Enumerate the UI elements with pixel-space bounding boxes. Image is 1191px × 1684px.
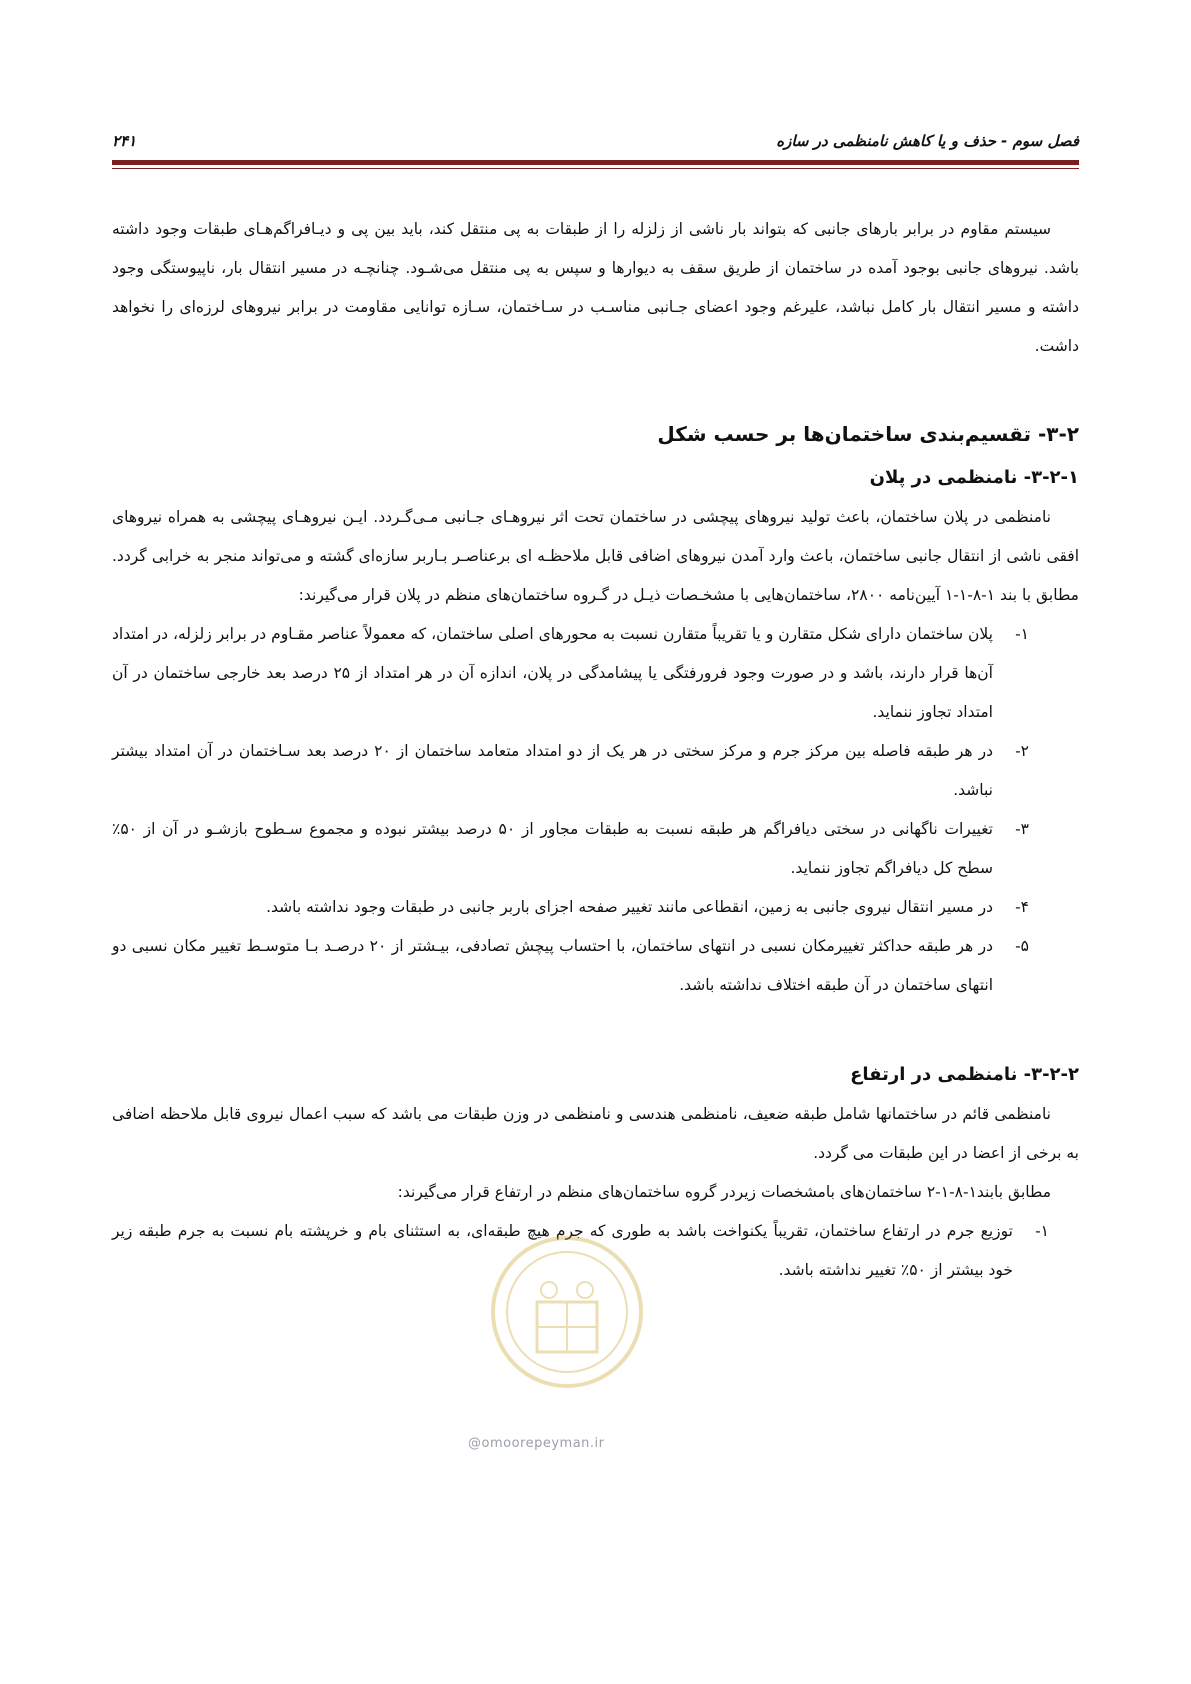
list-item	[112, 615, 1059, 732]
chapter-title: فصل سوم - حذف و یا کاهش نامنظمی در سازه	[776, 132, 1079, 150]
list-item-number: ۴-	[1015, 898, 1029, 916]
list-item-text: پلان ساختمان دارای شکل متقارن و یا تقریباً متقارن نسبت به محورهای اصلی ساختمان، که معمولاً عناصر مقـاوم در برابر زلزله، در امتداد آن‌ها قرار دارند، باشد و در صورت وجود فرورفتگی یا پیشامدگی در پلان، اندازه آن در هر امتداد از ۲۵ درصد بعد خارجی ساختمان در آن امتداد تجاوز ننماید.	[112, 625, 993, 721]
list-item-number: ۵-	[1015, 937, 1029, 955]
list-item-text: تغییرات ناگهانی در سختی دیافراگم هر طبقه نسبت به طبقات مجاور از ۵۰ درصد بیشتر نبوده و مجموع سـطوح بازشـو در آن از ۵۰٪ سطح کل دیافراگم تجاوز ننماید.	[112, 820, 993, 877]
header-rule-thin	[112, 168, 1079, 169]
height-paragraph: نامنظمی قائم در ساختمانها شامل طبقه ضعیف، نامنظمی هندسی و نامنظمی در وزن طبقات می باشد که سبب اعمال نیروی قابل ملاحظه اضافی به برخی از اعضا در این طبقات می گردد.	[112, 1105, 1079, 1162]
list-item	[112, 927, 1059, 1005]
watermark-url-text: omoorepeyman.ir	[481, 1436, 605, 1451]
list-item	[112, 888, 1059, 927]
list-item	[112, 732, 1059, 810]
list-item-number: ۱-	[1015, 625, 1029, 643]
list-item-number: ۲-	[1015, 742, 1029, 760]
header-rule-thick	[112, 160, 1079, 165]
subsection-heading-plan: ۳-۲-۱- نامنظمی در پلان	[869, 467, 1079, 488]
list-item-number: ۳-	[1015, 820, 1029, 838]
list-item-text: توزیع جرم در ارتفاع ساختمان، تقریباً یکنواخت باشد به طوری که جرم هیچ طبقه‌ای، به استثنای بام و خرپشته بام نسبت به جرم طبقه زیر خود بیشتر از ۵۰٪ تغییر نداشته باشد.	[112, 1222, 1013, 1279]
list-item-text: در مسیر انتقال نیروی جانبی به زمین، انقطاعی مانند تغییر صفحه اجزای باربر جانبی در طبقات وجود نداشته باشد.	[266, 898, 993, 916]
list-item-text: در هر طبقه فاصله بین مرکز جرم و مرکز سختی در هر یک از دو امتداد متعامد ساختمان از ۲۰ درصد بعد سـاختمان در آن امتداد بیشتر نباشد.	[112, 742, 993, 799]
intro-paragraph: سیستم مقاوم در برابر بارهای جانبی که بتواند بار ناشی از زلزله را از طبقات به پی منتقل کند، باید بین پی و دیـافراگم‌هـای طبقات وجود داشته باشد. نیروهای جانبی بوجود آمده در ساختمان از طریق سقف به دیوارها و سپس به پی منتقل می‌شـود. چنانچـه در مسیر انتقال بار، ناپیوستگی وجود داشته و مسیر انتقال بار کامل نباشد، علیرغم وجود اعضای جـانبی مناسـب در سـاختمان، سـازه توانایی مقاومت در برابر نیروهای لرزه‌ای را نخواهد داشت.	[112, 220, 1079, 355]
page-body	[112, 210, 1079, 1290]
height-paragraph-2: مطابق بابند۱-۸-۱-۲ ساختمان‌های بامشخصات زیردر گروه ساختمان‌های منظم در ارتفاع قرار می‌گیرند:	[397, 1183, 1051, 1201]
watermark-seal-icon	[487, 1232, 647, 1392]
list-item	[112, 810, 1059, 888]
section-heading: ۳-۲- تقسیم‌بندی ساختمان‌ها بر حسب شکل	[657, 422, 1079, 446]
at-icon: @	[468, 1436, 482, 1451]
running-header	[112, 128, 1079, 162]
plan-criteria-list	[112, 615, 1079, 1005]
spacer	[112, 1005, 1079, 1049]
page-number: ۲۴۱	[112, 132, 137, 150]
plan-paragraph: نامنظمی در پلان ساختمان، باعث تولید نیروهای پیچشی در ساختمان تحت اثر نیروهـای جـانبی مـی‌گـردد. ایـن نیروهـای پیچشی به همراه نیروهای افقی ناشی از انتقال جانبی ساختمان، باعث وارد آمدن نیروهای اضافی قابل ملاحظـه ای برعناصـر بـاربر سازه‌ای گشته و می‌تواند منجر به خرابی گردد. مطابق با بند ۱-۸-۱-۱ آیین‌نامه ۲۸۰۰، ساختمان‌هایی با مشخـصات ذیـل در گـروه ساختمان‌های منظم در پلان قرار می‌گیرند:	[112, 508, 1079, 604]
subsection-heading-height: ۳-۲-۲- نامنظمی در ارتفاع	[850, 1064, 1079, 1085]
list-item-number: ۱-	[1035, 1222, 1049, 1240]
list-item-text: در هر طبقه حداکثر تغییرمکان نسبی در انتهای ساختمان، با احتساب پیچش تصادفی، بیـشتر از ۲۰ درصـد بـا متوسـط تغییر مکان نسبی دو انتهای ساختمان در آن طبقه اختلاف نداشته باشد.	[112, 937, 993, 994]
watermark-url	[468, 1436, 604, 1451]
